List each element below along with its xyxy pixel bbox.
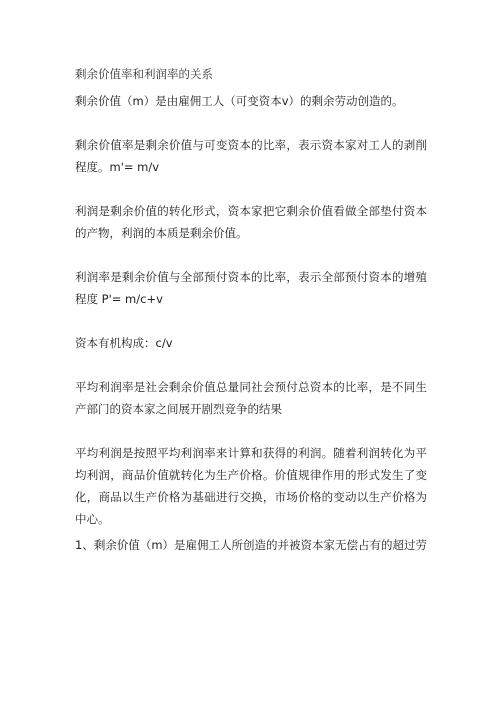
paragraph-spacer	[75, 244, 427, 266]
paragraph-surplus-value: 剩余价值（m）是由雇佣工人（可变资本v）的剩余劳动创造的。	[75, 94, 404, 108]
document-body	[75, 66, 427, 556]
paragraph-organic-composition: 资本有机构成：c/v	[75, 336, 173, 350]
paragraph-list-item-1: 1、剩余价值（m）是雇佣工人所创造的并被资本家无偿占有的超过劳	[75, 538, 428, 552]
paragraph-average-profit: 平均利润是按照平均利润率来计算和获得的利润。随着利润转化为平均利润，商品价值就转化为生产价格。价值规律作用的形式发生了变化，商品以生产价格为基础进行交换，市场价格的变动以生产价格为中心。	[75, 446, 427, 526]
paragraph-spacer	[75, 112, 427, 134]
document-title: 剩余价值率和利润率的关系	[75, 67, 213, 81]
paragraph-average-profit-rate: 平均利润率是社会剩余价值总量同社会预付总资本的比率，是不同生产部门的资本家之间展开剧烈竞争的结果	[75, 380, 427, 416]
paragraph-spacer	[75, 178, 427, 200]
paragraph-profit-rate: 利润率是剩余价值与全部预付资本的比率，表示全部预付资本的增殖程度 P'= m/c+v	[75, 270, 427, 306]
paragraph-spacer	[75, 310, 427, 332]
paragraph-surplus-value-rate: 剩余价值率是剩余价值与可变资本的比率，表示资本家对工人的剥削程度。m'= m/v	[75, 138, 427, 174]
paragraph-spacer	[75, 420, 427, 442]
paragraph-spacer	[75, 354, 427, 376]
paragraph-profit: 利润是剩余价值的转化形式，资本家把它剩余价值看做全部垫付资本的产物，利润的本质是剩余价值。	[75, 204, 427, 240]
